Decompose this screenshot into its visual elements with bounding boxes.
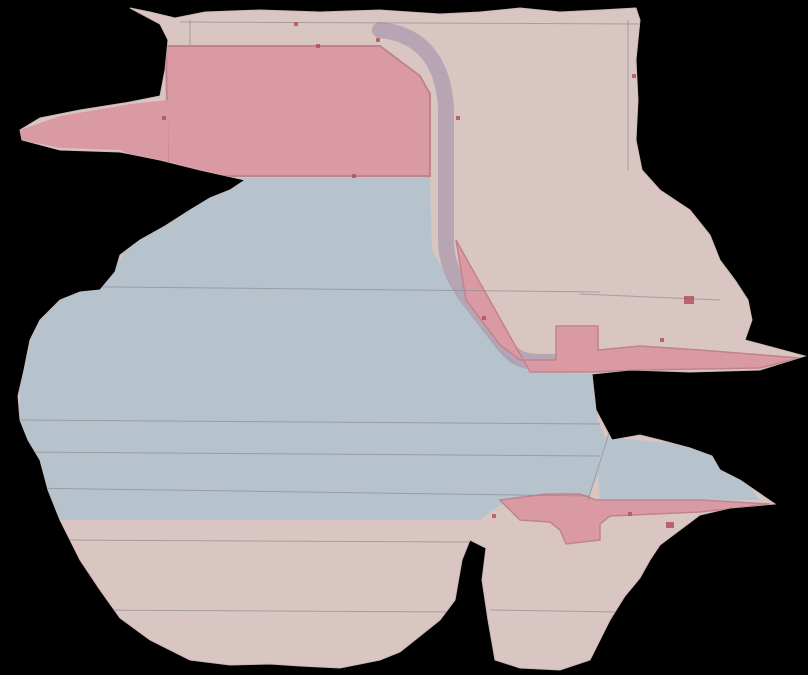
marker (628, 512, 632, 516)
marker (456, 116, 460, 120)
pier-west (20, 100, 168, 170)
building-block-northwest (166, 46, 430, 176)
marker (492, 514, 496, 518)
water-basin-east (596, 436, 760, 502)
marker (482, 316, 486, 320)
marker (352, 174, 356, 178)
marker (684, 296, 694, 304)
marker (632, 74, 636, 78)
marker (316, 44, 320, 48)
marker (660, 338, 664, 342)
marker (376, 38, 380, 42)
marker (666, 522, 674, 528)
marker (294, 22, 298, 26)
marker (162, 116, 166, 120)
